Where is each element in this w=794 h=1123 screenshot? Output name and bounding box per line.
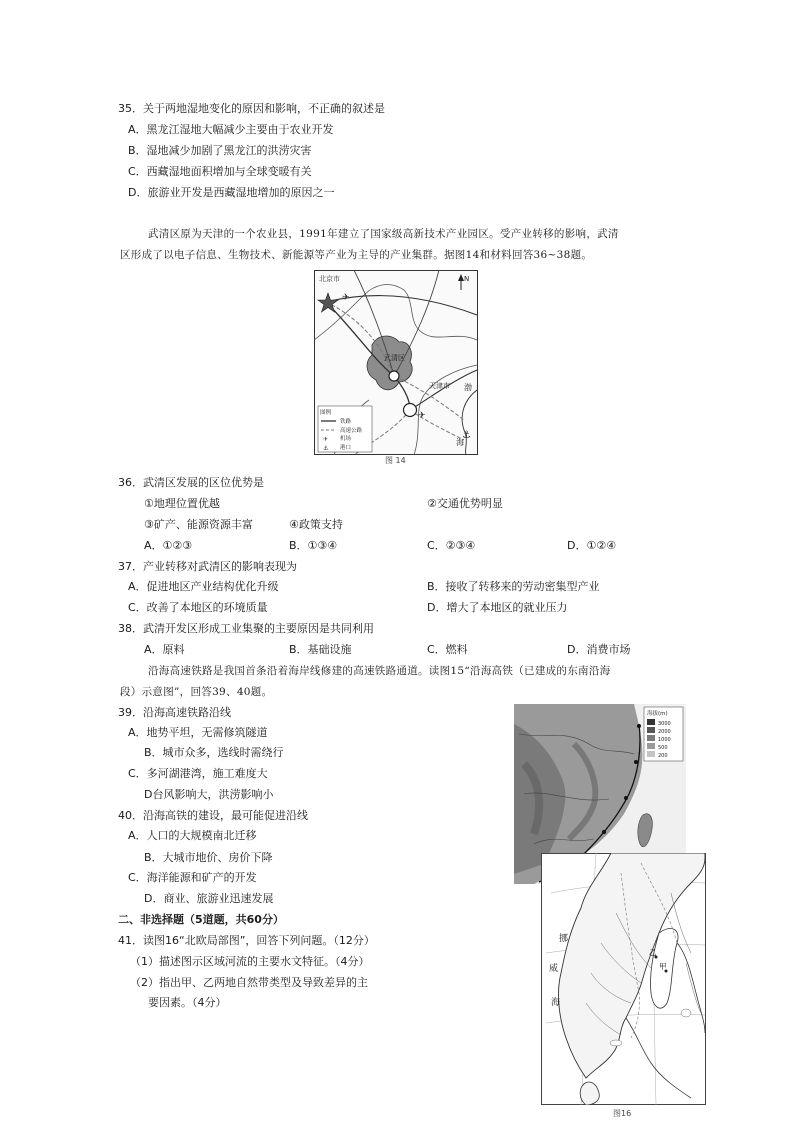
q38-option-c: C．燃料 — [427, 643, 468, 656]
q36-option-d: D．①②④ — [567, 539, 617, 552]
q36-item-3: ③矿产、能源资源丰富 — [144, 518, 253, 531]
legend-port-icon: ⚓ — [323, 445, 329, 452]
q41-stem: 41．读图16“北欧局部图”，回答下列问题。（12分） — [118, 934, 375, 947]
q41-part2-line2: 要因素。（4分） — [148, 996, 227, 1009]
tianjin-city-icon — [404, 404, 417, 417]
fig15-legend-val-2: 1000 — [658, 737, 671, 743]
q36-item-1: ①地理位置优越 — [144, 497, 220, 510]
fig15-legend-title: 海拔(m) — [647, 711, 668, 717]
port-anchor-icon: ⚓ — [462, 430, 471, 441]
q41-part2-line1: （2）指出甲、乙两地自然带类型及导致差异的主 — [130, 976, 368, 989]
fig14-legend — [318, 406, 372, 452]
legend-title: 图例 — [320, 410, 332, 416]
q37-option-c: C．改善了本地区的环境质量 — [128, 601, 268, 614]
q35-option-c: C．西藏湿地面积增加与全球变暖有关 — [128, 165, 312, 178]
section-2-heading: 二、非选择题（5道题，共60分） — [118, 913, 284, 926]
q36-option-a: A．①②③ — [144, 539, 193, 552]
q37-option-b: B．接收了转移来的劳动密集型产业 — [427, 580, 600, 593]
q40-option-c: C．海洋能源和矿产的开发 — [128, 871, 257, 884]
q35-option-a: A．黑龙江湿地大幅减少主要由于农业开发 — [128, 123, 334, 136]
q37-option-a: A．促进地区产业结构优化升级 — [128, 580, 279, 593]
q39-option-c: C．多河湖港湾，施工难度大 — [128, 767, 268, 780]
fig16-label-wei: 威 — [549, 964, 559, 974]
passage2-line2: 段）示意图”，回答39、40题。 — [120, 686, 273, 698]
fig16-label-nuo: 挪 — [559, 934, 569, 944]
q41-part1: （1）描述图示区域河流的主要水文特征。（4分） — [130, 955, 370, 968]
figure-16-map — [541, 853, 706, 1105]
fig16-label-yi: 乙 — [649, 948, 657, 957]
q35-stem: 35．关于两地湿地变化的原因和影响，不正确的叙述是 — [118, 102, 385, 115]
fig15-legend-val-3: 500 — [658, 745, 668, 751]
airport-icon: ✈ — [418, 411, 426, 421]
legend-airport: 机场 — [340, 436, 352, 442]
q39-option-b: B．城市众多，选线时需绕行 — [144, 746, 284, 759]
q36-option-b: B．①③④ — [289, 539, 338, 552]
legend-airport-icon: ✈ — [323, 436, 329, 443]
figure-14-map — [314, 270, 478, 455]
q37-stem: 37．产业转移对武清区的影响表现为 — [118, 560, 297, 573]
fig14-beijing-label: 北京市 — [319, 275, 340, 283]
passage1-line2: 区形成了以电子信息、生物技术、新能源等产业为主导的产业集群。据图14和材料回答36~38题。 — [120, 249, 593, 261]
legend-port: 港口 — [340, 445, 352, 451]
fig15-legend-val-0: 3000 — [658, 721, 671, 727]
passage2-line1: 沿海高速铁路是我国首条沿着海岸线修建的高速铁路通道。读图15“沿海高铁（已建成的东南沿海 — [148, 665, 611, 677]
fig15-legend-val-1: 2000 — [658, 729, 671, 735]
fig16-label-hai: 海 — [551, 998, 561, 1008]
q40-stem: 40．沿海高铁的建设，最可能促进沿线 — [118, 809, 308, 822]
figure-16-caption: 图16 — [613, 1109, 632, 1118]
fig14-tianjin-label: 天津市 — [429, 382, 450, 390]
airport-icon: ✈ — [342, 293, 350, 303]
q39-option-a: A．地势平坦，无需修筑隧道 — [128, 726, 268, 739]
q38-option-d: D．消费市场 — [567, 643, 631, 656]
wuqing-city-icon — [389, 371, 399, 381]
q35-option-b: B．湿地减少加剧了黑龙江的洪涝灾害 — [128, 144, 312, 157]
q38-stem: 38．武清开发区形成工业集聚的主要原因是共同利用 — [118, 622, 374, 635]
legend-rail: 铁路 — [340, 419, 352, 425]
passage1-line1: 武清区原为天津的一个农业县，1991年建立了国家级高新技术产业园区。受产业转移的影响，武清 — [148, 228, 619, 240]
q40-option-b: B．大城市地价、房价下降 — [144, 851, 273, 864]
fig16-label-jia: 甲 — [659, 962, 667, 971]
fig14-north-label: N — [464, 275, 470, 283]
q38-option-b: B．基础设施 — [289, 643, 352, 656]
q37-option-d: D．增大了本地区的就业压力 — [427, 601, 568, 614]
fig15-legend — [644, 707, 683, 761]
q40-option-a: A．人口的大规模南北迁移 — [128, 829, 257, 842]
fig14-bohai-label-1: 渤 — [464, 383, 472, 392]
q35-option-d: D．旅游业开发是西藏湿地增加的原因之一 — [128, 186, 335, 199]
q39-stem: 39．沿海高速铁路沿线 — [118, 706, 231, 719]
q36-item-2: ②交通优势明显 — [427, 497, 503, 510]
q39-option-d: D台风影响大，洪涝影响小 — [144, 788, 274, 801]
q38-option-a: A．原料 — [144, 643, 185, 656]
legend-highway: 高速公路 — [340, 428, 363, 434]
q36-option-c: C．②③④ — [427, 539, 476, 552]
figure-14-caption: 图 14 — [385, 456, 406, 465]
fig15-legend-val-4: 200 — [658, 753, 668, 759]
fig14-bohai-label-2: 海 — [456, 438, 464, 447]
q40-option-d: D．商业、旅游业迅速发展 — [144, 892, 274, 905]
q36-item-4: ④政策支持 — [289, 518, 343, 531]
q36-stem: 36．武清区发展的区位优势是 — [118, 476, 264, 489]
fig14-wuqing-label: 武清区 — [384, 354, 405, 362]
